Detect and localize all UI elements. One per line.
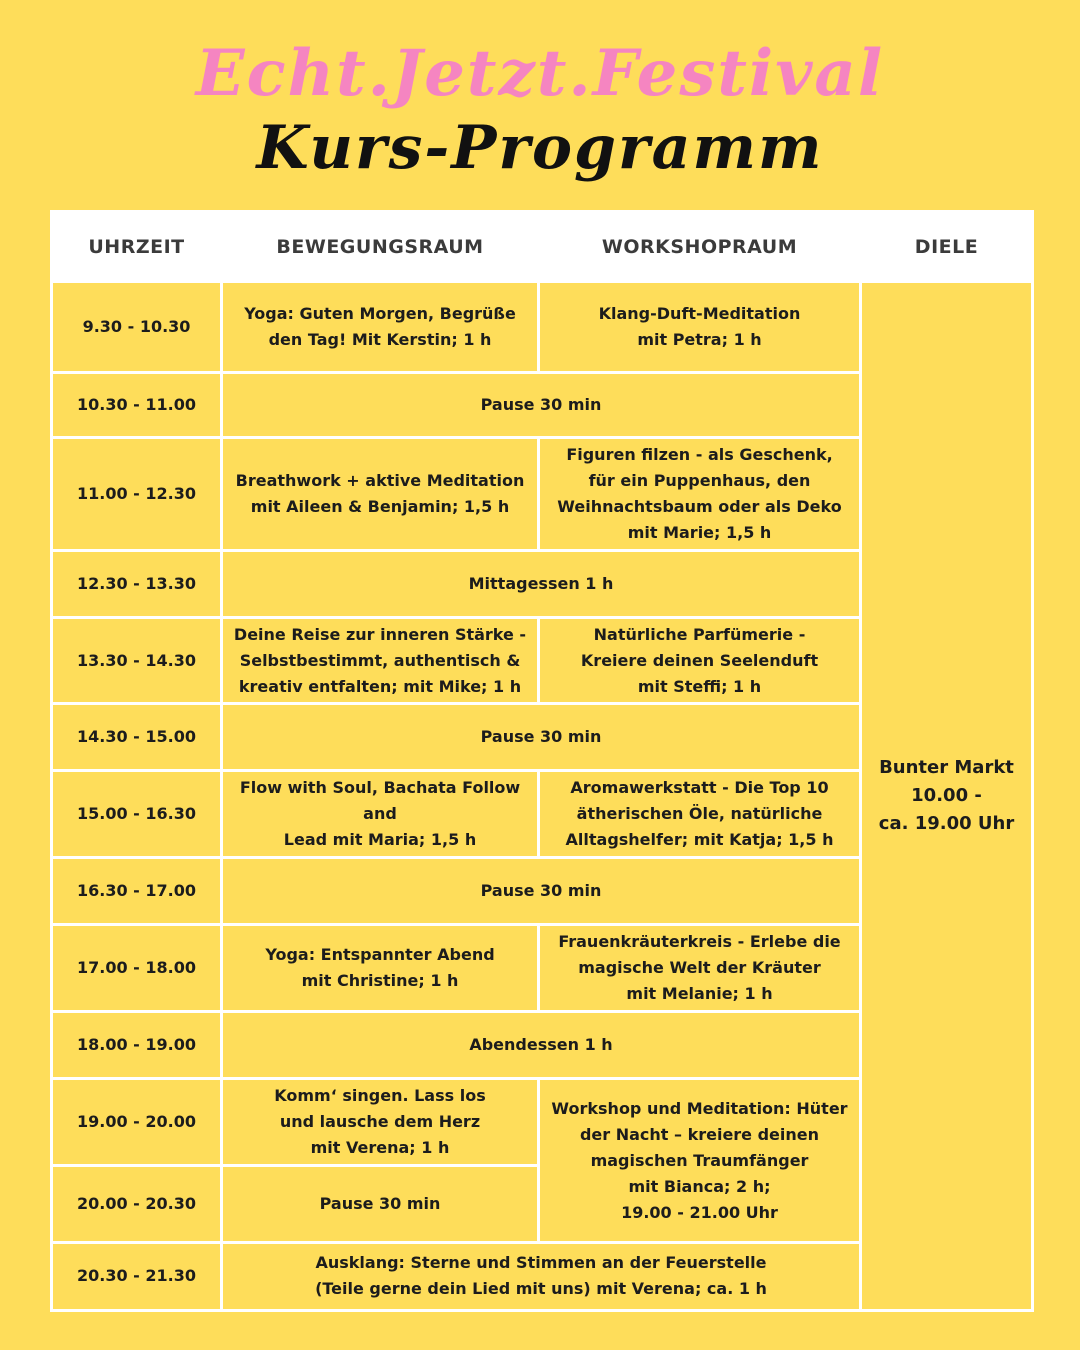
break-cell: Pause 30 min [222, 857, 861, 924]
workshopraum-cell: Natürliche Parfümerie - Kreiere deinen Seelenduft mit Steffi; 1 h [539, 617, 861, 703]
program-title: Kurs-Programm [256, 113, 824, 183]
workshopraum-cell: Aromawerkstatt - Die Top 10 ätherischen Öle, natürliche Alltagshelfer; mit Katja; 1,5 h [539, 771, 861, 857]
time-cell: 20.00 - 20.30 [52, 1165, 222, 1242]
break-cell: Abendessen 1 h [222, 1012, 861, 1079]
bewegungsraum-cell: Deine Reise zur inneren Stärke - Selbstbestimmt, authentisch & kreativ entfalten; mit Mike; 1 h [222, 617, 539, 703]
column-header-bewegungsraum: BEWEGUNGSRAUM [222, 212, 539, 282]
column-header-workshopraum: WORKSHOPRAUM [539, 212, 861, 282]
diele-cell: Bunter Markt 10.00 - ca. 19.00 Uhr [861, 282, 1033, 1311]
schedule-table [50, 210, 1034, 1312]
header-row [52, 212, 1033, 282]
workshopraum-cell: Klang-Duft-Meditation mit Petra; 1 h [539, 282, 861, 373]
time-cell: 9.30 - 10.30 [52, 282, 222, 373]
time-cell: 16.30 - 17.00 [52, 857, 222, 924]
workshopraum-cell: Workshop und Meditation: Hüter der Nacht – kreiere deinen magischen Traumfänger mit Bianca; 2 h; 19.00 - 21.00 Uhr [539, 1079, 861, 1242]
break-cell: Pause 30 min [222, 704, 861, 771]
festival-title: Echt.Jetzt.Festival [195, 36, 885, 111]
bewegungsraum-cell: Flow with Soul, Bachata Follow and Lead mit Maria; 1,5 h [222, 771, 539, 857]
break-cell: Pause 30 min [222, 373, 861, 438]
bewegungsraum-cell: Komm‘ singen. Lass los und lausche dem Herz mit Verena; 1 h [222, 1079, 539, 1165]
break-cell: Mittagessen 1 h [222, 550, 861, 617]
column-header-time: UHRZEIT [52, 212, 222, 282]
bewegungsraum-cell: Yoga: Entspannter Abend mit Christine; 1 h [222, 924, 539, 1011]
bewegungsraum-cell: Yoga: Guten Morgen, Begrüße den Tag! Mit Kerstin; 1 h [222, 282, 539, 373]
time-cell: 17.00 - 18.00 [52, 924, 222, 1011]
column-header-diele: DIELE [861, 212, 1033, 282]
closing-cell: Ausklang: Sterne und Stimmen an der Feuerstelle (Teile gerne dein Lied mit uns) mit Verena; ca. 1 h [222, 1242, 861, 1310]
time-cell: 14.30 - 15.00 [52, 704, 222, 771]
time-cell: 12.30 - 13.30 [52, 550, 222, 617]
time-cell: 15.00 - 16.30 [52, 771, 222, 857]
bewegungsraum-cell: Breathwork + aktive Meditation mit Aileen & Benjamin; 1,5 h [222, 438, 539, 550]
time-cell: 19.00 - 20.00 [52, 1079, 222, 1165]
time-cell: 10.30 - 11.00 [52, 373, 222, 438]
workshopraum-cell: Frauenkräuterkreis - Erlebe die magische Welt der Kräuter mit Melanie; 1 h [539, 924, 861, 1011]
time-cell: 20.30 - 21.30 [52, 1242, 222, 1310]
workshopraum-cell: Figuren filzen - als Geschenk, für ein Puppenhaus, den Weihnachtsbaum oder als Deko mit Marie; 1,5 h [539, 438, 861, 550]
table-row [52, 282, 1033, 373]
time-cell: 11.00 - 12.30 [52, 438, 222, 550]
time-cell: 13.30 - 14.30 [52, 617, 222, 703]
bewegungsraum-cell: Pause 30 min [222, 1165, 539, 1242]
time-cell: 18.00 - 19.00 [52, 1012, 222, 1079]
